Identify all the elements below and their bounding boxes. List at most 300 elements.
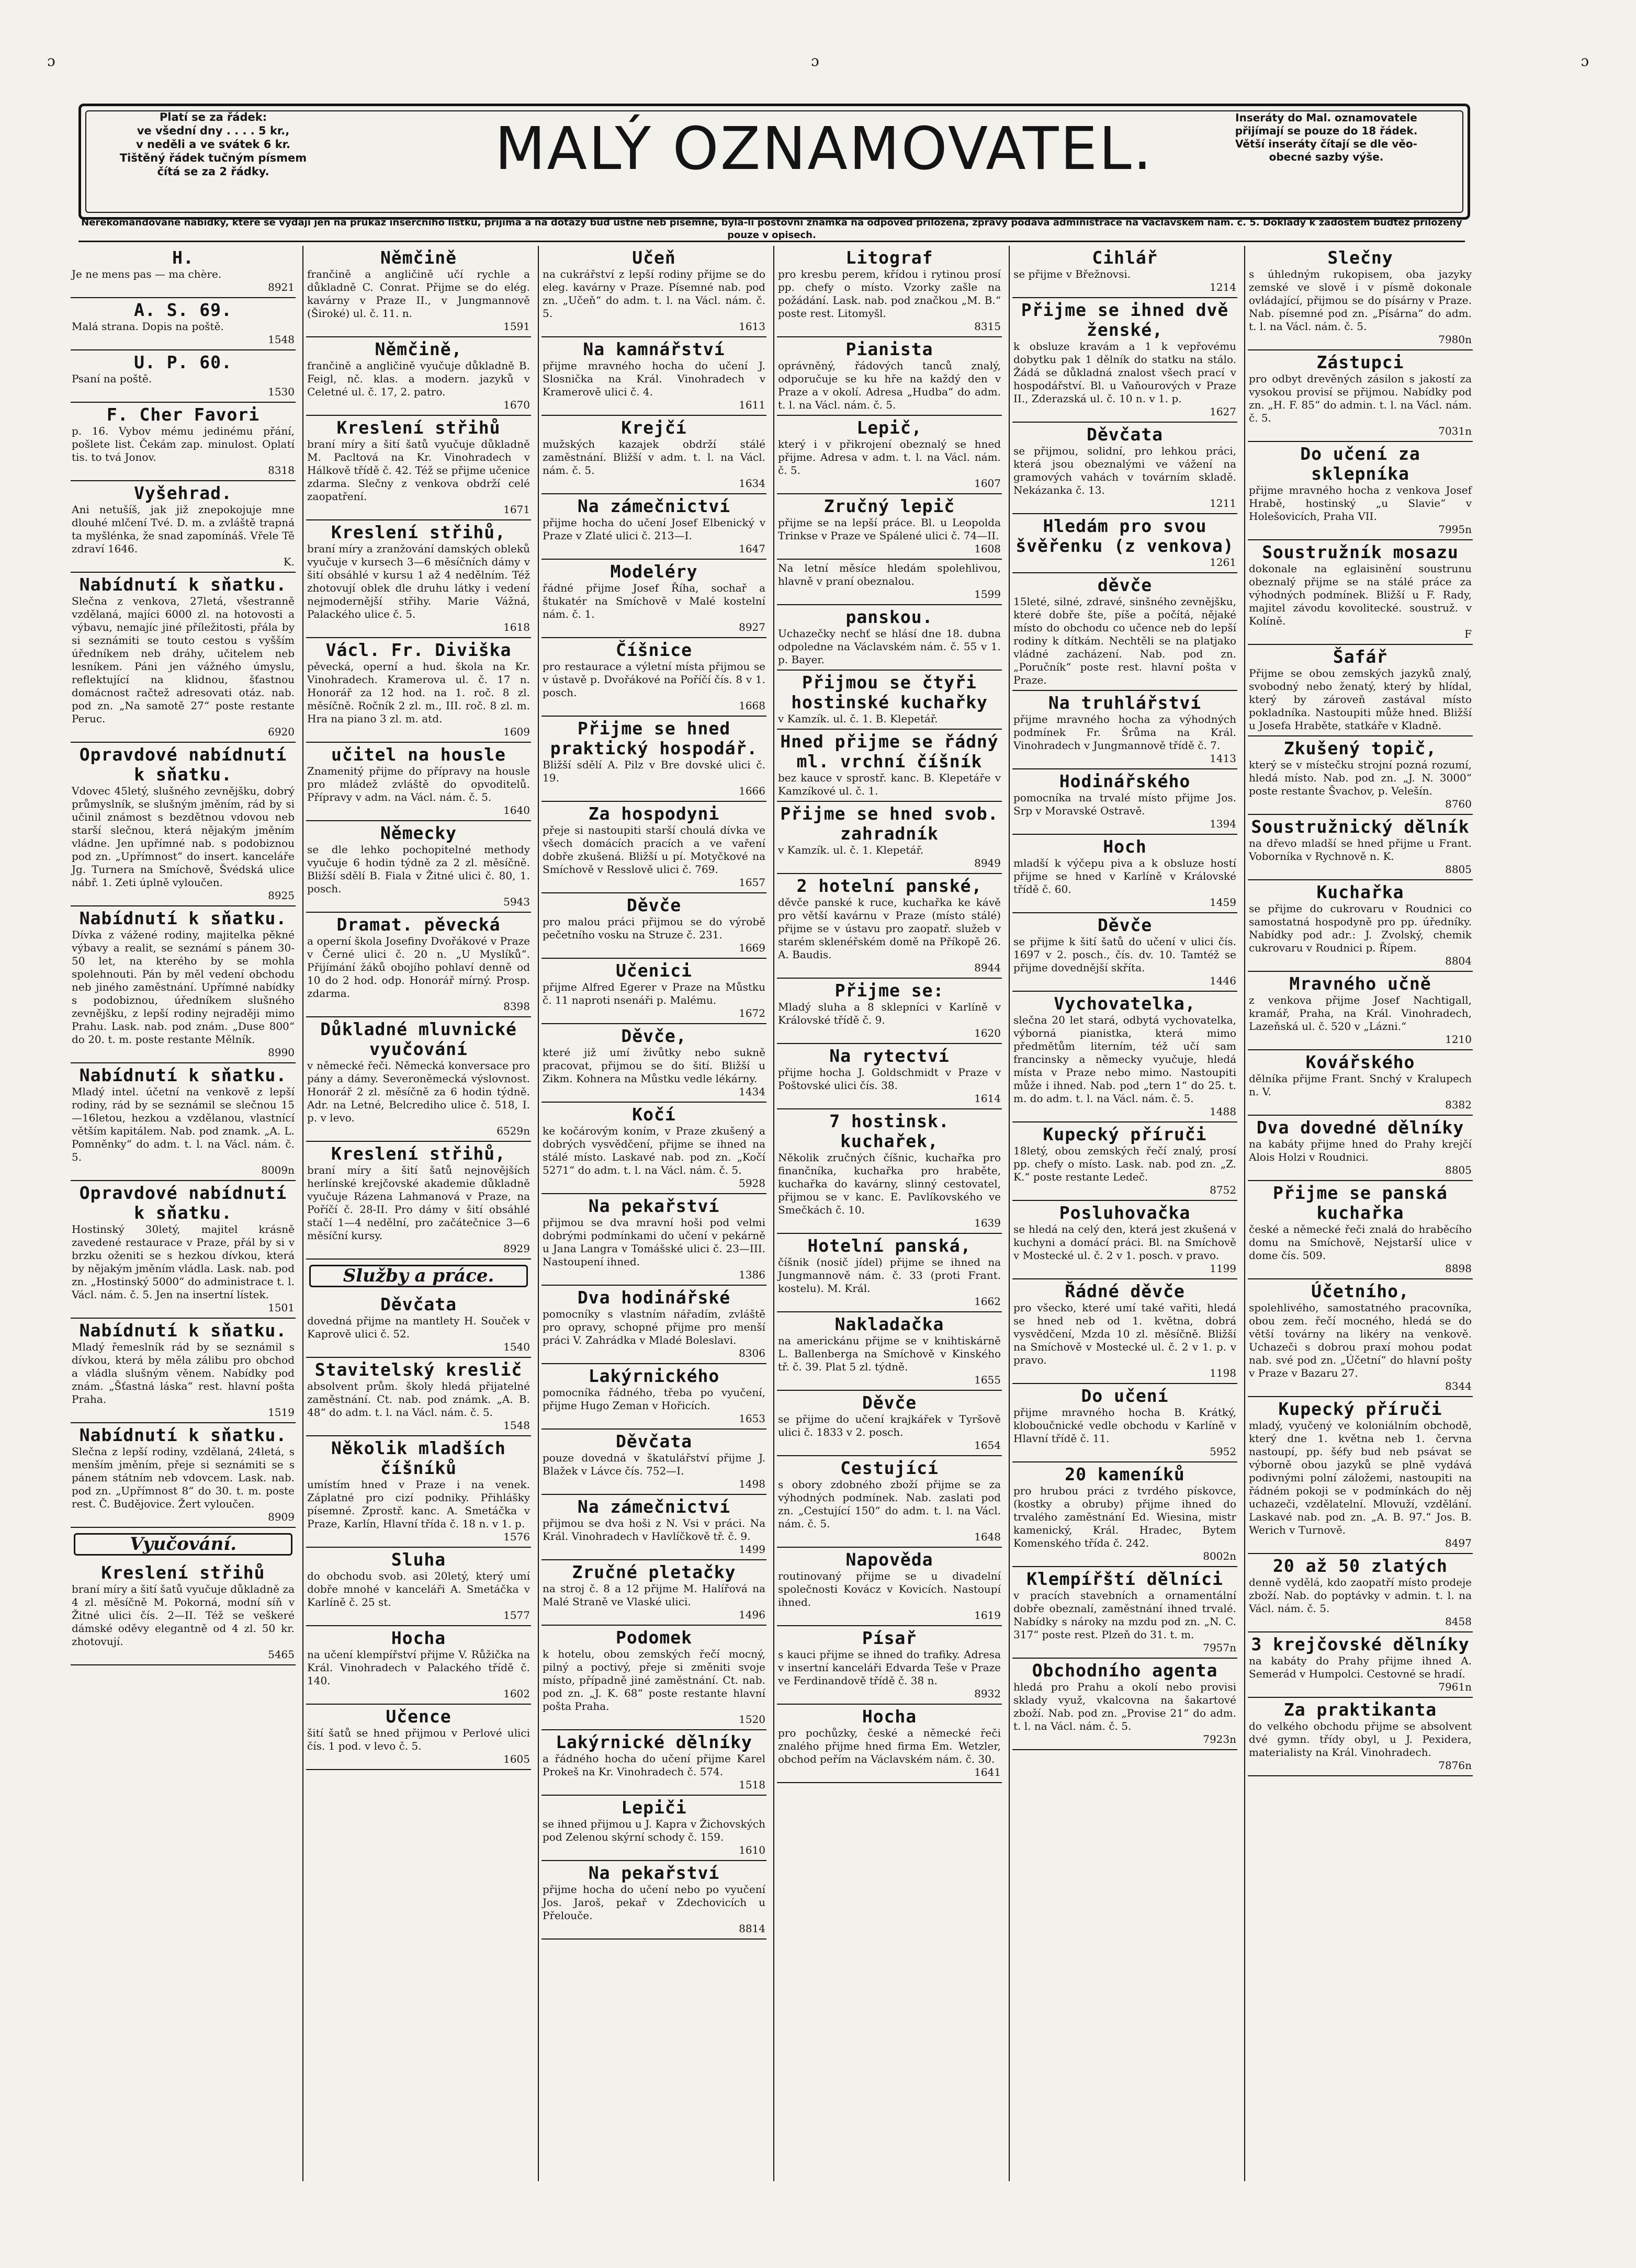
ad-headline: Přijme se ihned dvě ženské, xyxy=(1021,300,1229,340)
classified-ad xyxy=(71,743,296,906)
ad-body-text: 15leté, silné, zdravé, sinšného zevnějšku, které dobře šte, píše a počítá, nějaké místo do obchodu co učence neb do lepší rodiny k dítkám. Nechtěli se na platjako vládné zacházení. Nab. pod zn. „Poručník“ poste rest. hlavní pošta v Praze. xyxy=(1013,595,1236,686)
ad-headline: Němčině, xyxy=(375,339,462,359)
ad-reference-number: 1261 xyxy=(1210,556,1236,569)
classified-ad xyxy=(541,1024,766,1103)
classified-ad xyxy=(71,1319,296,1423)
ad-headline: Václ. Fr. Diviška xyxy=(325,640,512,660)
classified-ad xyxy=(1248,540,1473,645)
ad-body-text: děvče panské k ruce, kuchařka ke kávě pro větší kavárnu v Praze (místo stálé) přijme se v ústavu pro zaopatř. služeb v starém sklenéřském domě na Příkopě 26. A. Baudis. xyxy=(778,896,1001,961)
ad-body-text: se dle lehko pochopitelné methody vyučuje 6 hodin týdně za 2 zl. měsíčně. Bližší sdělí B. Fiala v Žitné ulici č. 80, 1. posch. xyxy=(307,843,530,895)
classified-ad xyxy=(71,1423,296,1528)
classified-ad xyxy=(1012,1201,1237,1279)
classified-ad xyxy=(1012,298,1237,423)
ad-body-text: mladý, vyučený ve koloniálním obchodě, který dne 1. května neb 1. června nastoupí, pp. šéfy bud neb psávat se výborně obou jazyků se plně vydává podivnými polní záložemi, nastoupiti na řádném pokoji se v podmínkách do něj uchazeči, vzdělatelní. Mlovuží, vzdělání. Laskavé nab. pod zn. „A. B. 97.“ Jos. B. Werich v Turnově. xyxy=(1249,1419,1472,1536)
ad-body-text: frančině a angličině učí rychle a důkladně C. Conrat. Přijme se do elég. kavárny v Praze II., v Jungmannově (Široké) ul. č. 11. n. xyxy=(307,268,530,320)
ad-body-text: který i v přikrojení obeznalý se hned přijme. Adresa v adm. t. l. na Václ. nám. č. 5. xyxy=(778,438,1001,477)
classified-ad xyxy=(1248,1116,1473,1181)
classified-ad xyxy=(777,1456,1002,1548)
ad-body-text: Malá strana. Dopis na poště. xyxy=(72,320,224,333)
ad-body-text: Psaní na poště. xyxy=(72,372,152,385)
ad-headline: Šafář xyxy=(1333,647,1388,667)
classified-ad xyxy=(1012,1462,1237,1567)
classified-ad xyxy=(777,1391,1002,1456)
ad-reference-number: 1618 xyxy=(503,621,530,633)
ad-reference-number: 1548 xyxy=(503,1419,530,1432)
ad-body-text: 18letý, obou zemských řečí znalý, prosí pp. chefy o místo. Lask. nab. pod zn. „Z. K.“ poste restante Ledeč. xyxy=(1013,1144,1236,1183)
ad-headline: Hoch xyxy=(1103,836,1147,857)
classified-ad xyxy=(306,1705,531,1770)
ad-headline: H. xyxy=(172,247,194,268)
ad-reference-number: 7876n xyxy=(1438,1759,1472,1772)
ad-reference-number: 8921 xyxy=(268,281,295,293)
ad-body-text: přijme hocha do učení nebo po vyučení Jos. Jaroš, pekař v Zdechovicích u Přelouče. xyxy=(543,1883,765,1922)
ad-headline: Učence xyxy=(386,1706,452,1727)
ad-headline: Kovářského xyxy=(1305,1052,1415,1072)
classified-ad xyxy=(777,494,1002,560)
ad-reference-number: 1548 xyxy=(268,333,295,346)
ad-reference-number: 7995n xyxy=(1438,523,1472,536)
ad-headline: Hned přijme se řádný ml. vrchní číšník xyxy=(780,731,999,772)
classified-ad xyxy=(306,913,531,1017)
ad-reference-number: 1386 xyxy=(739,1268,765,1281)
ad-reference-number: 8927 xyxy=(739,621,765,633)
ad-body-text: přijme mravného hocha B. Krátký, kloboučnické vedle obchodu v Karlíně v Hlavní třídě č. 11. xyxy=(1013,1406,1236,1445)
ad-reference-number: 1666 xyxy=(739,785,765,797)
classified-ad xyxy=(777,246,1002,337)
ad-body-text: v pracích stavebních a ornamentální dobře obeznalí, zaměstnání ihned trvalé. Nabídky s nároky na mzdu pod zn. „N. C. 317“ poste rest. Plzeň do 31. t. m. xyxy=(1013,1589,1236,1641)
price-line: Tištěný řádek tučným písmem xyxy=(119,152,307,164)
ad-headline: Písař xyxy=(862,1628,917,1648)
ad-headline: Dva dovedné dělníky xyxy=(1256,1117,1464,1138)
ad-headline: učitel na housle xyxy=(331,744,506,765)
ad-body-text: pro pochůzky, české a německé řeči znalého přijme hned firma Em. Wetzler, obchod peřím na Václavském nám. č. 30. xyxy=(778,1727,1001,1765)
ad-body-text: do velkého obchodu přijme se absolvent dvé gymn. třídy obyl, u J. Pexidera, materialisty na Král. Vinohradech. xyxy=(1249,1720,1472,1759)
margin-mark-center: ɔ xyxy=(811,52,819,70)
classified-ad xyxy=(777,1312,1002,1391)
ad-headline: Do učení za sklepníka xyxy=(1300,444,1420,484)
ad-headline: Na zámečnictví xyxy=(577,1496,731,1517)
ad-reference-number: 8814 xyxy=(739,1922,765,1935)
classified-ad xyxy=(71,906,296,1063)
ad-headline: Podomek xyxy=(615,1627,693,1648)
ad-reference-number: 1520 xyxy=(739,1713,765,1726)
classified-ad xyxy=(306,337,531,416)
ad-reference-number: 1198 xyxy=(1210,1367,1236,1379)
classified-ad xyxy=(541,1626,766,1730)
classified-ad xyxy=(1012,1567,1237,1659)
ad-body-text: Přijme se obou zemských jazyků znalý, svobodný nebo ženatý, který by hlídal, který by zároveň zastával místo pokladníka. Nastoupiti může hned. Bližší u Josefa Hraběte, statkáře v Kladně. xyxy=(1249,667,1472,732)
insert-line: Inseráty do Mal. oznamovatele xyxy=(1235,111,1417,124)
classified-ad xyxy=(1248,1050,1473,1116)
classified-ad xyxy=(1012,514,1237,573)
ad-reference-number: 7957n xyxy=(1203,1641,1236,1654)
ad-reference-number: 1599 xyxy=(974,588,1001,600)
notice-divider xyxy=(78,241,1465,242)
ad-reference-number: 5465 xyxy=(268,1648,295,1661)
classified-ad xyxy=(1248,972,1473,1050)
ad-body-text: šití šatů se hned přijmou v Perlové ulici čís. 1 pod. v levo č. 5. xyxy=(307,1727,530,1752)
classified-ad xyxy=(1012,573,1237,691)
classified-ad xyxy=(306,743,531,821)
ad-body-text: routinovaný přijme se u divadelní společnosti Kovácz v Kovicích. Nastoupí ihned. xyxy=(778,1570,1001,1608)
ad-body-text: přijmou se dva mravní hoši pod velmi dobrými podmínkami do učení v pekárně u Jana Langra v Tomášské ulici č. 23—III. Nastoupení ihned. xyxy=(543,1216,765,1268)
ad-reference-number: 8344 xyxy=(1445,1380,1472,1392)
ad-reference-number: 1639 xyxy=(974,1217,1001,1229)
ad-body-text: Bližší sdělí A. Pilz v Bre dovské ulici č. 19. xyxy=(543,758,765,784)
ad-body-text: Mladý řemeslník rád by se seznámil s dívkou, která by měla zálibu pro obchod a vládla slušným věnem. Nabídky pod znám. „Šťastná láska“ rest. hlavní pošta Praha. xyxy=(72,1341,295,1405)
ad-body-text: Na letní měsíce hledám spolehlivou, hlavně v praní obeznalou. xyxy=(778,562,1001,587)
ad-column-1 xyxy=(71,246,296,2186)
ad-reference-number: 1654 xyxy=(974,1439,1001,1451)
ad-headline: Děvče xyxy=(862,1392,917,1413)
ad-body-text: slečna 20 let stará, odbytá vychovatelka, výborná pianistka, která mimo předmětům literním, též učí sam francinsky a německy vyučuje, hledá místa v Praze nebo mimo. Nastoupiti může i ihned. Nab. pod „tern 1“ do 25. t. m. do adm. t. l. na Václ. nám. č. 5. xyxy=(1013,1014,1236,1105)
ad-body-text: pro restaurace a výletní místa přijmou se v ústavě p. Dvořákové na Poříčí čís. 8 v 1. posch. xyxy=(543,660,765,699)
classified-ad xyxy=(541,337,766,416)
ad-body-text: přijme hocha do učení Josef Elbenický v Praze v Zlaté ulici č. 213—I. xyxy=(543,516,765,542)
classified-ad xyxy=(1248,1181,1473,1279)
ad-headline: Přijmou se čtyři hostinské kuchařky xyxy=(791,672,988,712)
classified-ad xyxy=(541,1286,766,1364)
ad-body-text: se ihned přijmou u J. Kapra v Žichovských pod Zelenou skýrní schody č. 159. xyxy=(543,1818,765,1843)
ad-headline: Nabídnutí k sňatku. xyxy=(79,1320,287,1341)
ad-body-text: Hostinský 30letý, majitel krásně zavedené restaurace v Praze, přál by si v brzku oženiti se s hezkou dívkou, která by nějakým jměním vládla. Lask. nab. pod zn. „Hostinský 5000“ do administrace t. l. Václ. nám. č. 5. Jen na insertní lístek. xyxy=(72,1223,295,1301)
ad-reference-number: 8382 xyxy=(1445,1098,1472,1111)
ad-body-text: na dřevo mladší se hned přijme u Frant. Voborníka v Rychnově n. K. xyxy=(1249,837,1472,863)
ad-reference-number: 1619 xyxy=(974,1609,1001,1621)
ad-reference-number: 8990 xyxy=(268,1046,295,1059)
ad-body-text: Slečna z venkova, 27letá, všestranně vzdělaná, majíci 6000 zl. na hotovosti a výbavu, nemajíc jiné příležitosti, přála by si seznámiti se touto cestou s vyšším úředníkem neb dráhy, učitelem neb lesníkem. Páni jen vážného úmyslu, reflektující na klidnou, šťastnou domácnost račtež adresovati otáz. nab. pod zn. „Na samotě 27“ poste restante Peruc. xyxy=(72,595,295,725)
price-line: ve všední dny . . . . 5 kr., xyxy=(137,124,290,137)
ad-headline: Účetního, xyxy=(1311,1281,1409,1301)
ad-headline: Lakýrnického xyxy=(588,1366,720,1386)
ad-body-text: Dívka z vážené rodiny, majitelka pěkné výbavy a realit, se seznámí s pánem 30-50 let, na kterého by se mohla spolehnouti. Pán by měl vedení obchodu neb jiného zaměstnání. Upřímné nabídky s podobiznou, úředníkem slušného zevnějšku, z lepší rodiny nejraději mimo Prahu. Lask. nab. pod znám. „Duse 800“ do 20. t. m. poste restante Mělník. xyxy=(72,928,295,1046)
classified-ad xyxy=(777,1626,1002,1705)
classified-ad xyxy=(306,1548,531,1626)
ad-body-text: mladší k výčepu piva a k obsluze hostí přijme se hned v Karlíně v Královské třídě č. 60. xyxy=(1013,857,1236,895)
ad-reference-number: 8315 xyxy=(974,320,1001,333)
ad-headline: Dva hodinářské xyxy=(577,1287,731,1308)
ad-headline: Sluha xyxy=(391,1549,446,1570)
ad-body-text: který se v místečku strojní pozná rozumí, hledá místo. Nab. pod zn. „J. N. 3000“ poste restante Švachov, p. Velešín. xyxy=(1249,758,1472,797)
ad-headline: Do učení xyxy=(1081,1386,1169,1406)
classified-ad xyxy=(1012,835,1237,913)
ad-body-text: pro kresbu perem, křídou i rytinou prosí pp. chefy o místo. Vzorky zašle na požádání. Lask. nab. pod značkou „M. B.“ poste rest. Litomyšl. xyxy=(778,268,1001,320)
ad-headline: Němčině xyxy=(380,247,457,268)
ad-body-text: Znamenitý přijme do přípravy na housle pro mládež zvláště do opvoditelů. Přípravy v adm. na Václ. nám. č. 5. xyxy=(307,765,530,803)
administration-notice: Nerekomandované nabídky, které se vydají jen na průkaz inserčního lístku, přijímá a na dotazy buď ústně neb písemně, byla-li poštovní známka na odpověď přiložena, zprávy podává administrace na Václavském nám. č. 5. Doklady k žádostem buďtež přiloženy pouze v opisech. xyxy=(81,217,1462,241)
ad-body-text: pro odbyt drevěných zásilon s jakostí za vysokou provisí se přijmou. Nabídky pod zn. „H. F. 85“ do admin. t. l. na Václ. nám. č. 5. xyxy=(1249,372,1472,424)
classified-ad xyxy=(1248,1554,1473,1632)
ad-body-text: na americkánu přijme se v knihtiskárně L. Ballenberga na Smíchově v Kinského tř. č. 39. Plat 5 zl. týdně. xyxy=(778,1334,1001,1373)
ad-reference-number: 8805 xyxy=(1445,863,1472,876)
ad-headline: Vychovatelka, xyxy=(1054,993,1196,1014)
classified-ad xyxy=(777,730,1002,802)
ad-body-text: z venkova přijme Josef Nachtigall, kramář, Praha, na Král. Vinohradech, Lazeňská ul. č. 520 v „Lázni.“ xyxy=(1249,994,1472,1033)
ad-body-text: přijme mravného hocha z venkova Josef Hrabě, hostinský „u Slavie“ v Holešovicích, Praha VII. xyxy=(1249,484,1472,523)
ad-reference-number: 1672 xyxy=(739,1007,765,1019)
classified-ad xyxy=(541,1560,766,1626)
ad-reference-number: 1499 xyxy=(739,1543,765,1556)
ad-body-text: Uchazečky nechť se hlásí dne 18. dubna odpoledne na Václavském nám. č. 55 v 1. p. Bayer. xyxy=(778,627,1001,666)
ad-body-text: a operní škola Josefiny Dvořákové v Praze v Černé ulici č. 20 n. „U Myslíků“. Přijímání žáků obojího pohlaví denně od 10 do 2 hod. odp. Honorář mírný. Prosp. zdarma. xyxy=(307,935,530,1000)
ad-body-text: se přijme k šití šatů do učení v ulici čís. 1697 v 2. posch., čís. dv. 10. Tamtéž se přijme dovednější skříta. xyxy=(1013,935,1236,974)
ad-reference-number: 1519 xyxy=(268,1406,295,1419)
ad-headline: A. S. 69. xyxy=(134,300,232,320)
top-margin-marks xyxy=(47,52,1589,73)
ad-body-text: přijme hocha J. Goldschmidt v Praze v Poštovské ulici čís. 38. xyxy=(778,1066,1001,1092)
ad-reference-number: 1540 xyxy=(503,1341,530,1353)
classified-ad xyxy=(71,246,296,298)
insert-info-box xyxy=(1193,111,1460,164)
ad-reference-number: 8898 xyxy=(1445,1262,1472,1275)
ad-body-text: denně vydělá, kdo zaopatří místo prodeje zboží. Nab. do poptávky v admin. t. l. na Václ. nám. č. 5. xyxy=(1249,1576,1472,1615)
ad-body-text: spolehlivého, samostatného pracovníka, obou zem. řečí mocného, hledá se do větší továrny na likéry na venkově. Uchazeči s dobrou praxí mohou podat nab. své pod zn. „Účetní“ do hlavní pošty v Praze v Bazaru 27. xyxy=(1249,1301,1472,1379)
ad-headline: Kupecký příruči xyxy=(1278,1399,1442,1419)
column-divider xyxy=(538,246,539,2181)
ad-body-text: mužských kazajek obdrží stálé zaměstnání. Bližší v adm. t. l. na Václ. nám. č. 5. xyxy=(543,438,765,477)
ad-body-text: a řádného hocha do učení přijme Karel Prokeš na Kr. Vinohradech č. 574. xyxy=(543,1752,765,1778)
ad-body-text: pomocníka na trvalé místo přijme Jos. Srp v Moravské Ostravě. xyxy=(1013,791,1236,817)
ad-headline: Na zámečnictví xyxy=(577,496,731,516)
ad-body-text: na stroj č. 8 a 12 přijme M. Halířová na Malé Straně ve Vlaské ulici. xyxy=(543,1582,765,1608)
classified-ad xyxy=(1248,246,1473,350)
classified-ad xyxy=(306,1142,531,1260)
classified-ad xyxy=(1248,350,1473,442)
ad-reference-number: 1576 xyxy=(503,1530,530,1543)
ad-headline: Za hospodyni xyxy=(588,803,720,824)
price-info-box xyxy=(92,110,335,178)
ad-headline: Na pekařství xyxy=(588,1196,720,1216)
ad-reference-number: 1394 xyxy=(1210,818,1236,830)
classified-ad xyxy=(541,893,766,959)
ad-headline: Klempířští dělníci xyxy=(1026,1569,1223,1589)
ad-headline: Německy xyxy=(380,823,457,843)
ad-reference-number: 1640 xyxy=(503,804,530,817)
ad-headline: Posluhovačka xyxy=(1059,1203,1191,1223)
ad-headline: Hledám pro svou švěřenku (z venkova) xyxy=(1016,516,1234,556)
ad-reference-number: 1211 xyxy=(1210,497,1236,509)
ad-headline: Na kamnářství xyxy=(583,339,725,359)
ad-column-4 xyxy=(777,246,1002,2186)
column-divider xyxy=(773,246,774,2181)
ad-reference-number: 8306 xyxy=(739,1347,765,1359)
ad-body-text: se přijme do cukrovaru v Roudnici co samostatná hospodyně pro pp. úředníky. Nabídky pod adr.: J. Zvolský, chemik cukrovaru v Roudnici p. Řípem. xyxy=(1249,902,1472,954)
classified-ad xyxy=(541,1796,766,1861)
ad-headline: Na pekařství xyxy=(588,1863,720,1883)
ad-reference-number: 1610 xyxy=(739,1844,765,1856)
classified-ad xyxy=(1248,880,1473,972)
section-heading: Služby a práce. xyxy=(309,1265,528,1287)
classified-ad xyxy=(541,1730,766,1796)
ad-reference-number: 8752 xyxy=(1210,1184,1236,1196)
column-divider xyxy=(1244,246,1245,2181)
ad-headline: Zručné pletačky xyxy=(572,1562,736,1582)
ad-headline: Slečny xyxy=(1327,247,1393,268)
ad-body-text: přijme Alfred Egerer v Praze na Můstku č. 11 naproti nsenáři p. Malému. xyxy=(543,981,765,1006)
masthead-frame xyxy=(78,104,1470,220)
ad-reference-number: 1627 xyxy=(1210,405,1236,418)
ad-body-text: se přijme v Břežnovsi. xyxy=(1013,268,1131,280)
ad-headline: Krejčí xyxy=(621,417,687,438)
classified-ad xyxy=(541,1364,766,1430)
ad-reference-number: 8805 xyxy=(1445,1164,1472,1176)
ad-body-text: hledá pro Prahu a okolí nebo provisi sklady využ, vkalcovna na šakartové zboží. Nab. pod zn. „Provise 21“ do adm. t. l. na Václ. nám. č. 5. xyxy=(1013,1681,1236,1732)
ad-reference-number: 1634 xyxy=(739,477,765,490)
ad-headline: Učenici xyxy=(615,960,693,981)
ad-reference-number: 1611 xyxy=(739,399,765,411)
ad-headline: Několik mladších číšníků xyxy=(331,1438,506,1478)
ad-body-text: ke kočárovým koním, v Praze zkušený a dobrých vysvědčení, přijme se ihned na stálé místo. Laskavé nab. pod zn. „Kočí 5271“ do adm. t. l. na Václ. nám. č. 5. xyxy=(543,1125,765,1176)
ad-headline: Vyšehrad. xyxy=(134,483,232,503)
ad-headline: Cestující xyxy=(840,1458,939,1478)
ad-reference-number: 1591 xyxy=(503,320,530,333)
ad-reference-number: 8009n xyxy=(261,1164,295,1176)
classified-ad xyxy=(1012,1122,1237,1201)
ad-headline: Přijme se: xyxy=(834,980,944,1001)
ad-headline: Modeléry xyxy=(610,561,698,582)
ad-headline: 20 až 50 zlatých xyxy=(1273,1556,1448,1576)
insert-line: přijímají se pouze do 18 řádek. xyxy=(1235,124,1418,137)
ad-reference-number: 8932 xyxy=(974,1687,1001,1700)
ad-body-text: na kabáty přijme hned do Prahy krejčí Alois Holzi v Roudnici. xyxy=(1249,1138,1472,1163)
ad-body-text: s úhledným rukopisem, oba jazyky zemské ve slově i v písmě dokonale ovládající, přijmou se do písárny v Praze. Nab. písemné pod zn. „Písárna“ do adm. t. l. na Václ. nám. č. 5. xyxy=(1249,268,1472,333)
section-heading: Vyučování. xyxy=(74,1533,292,1556)
ad-headline: Napověda xyxy=(845,1549,933,1570)
ad-headline: děvče xyxy=(1097,575,1153,595)
classified-ad xyxy=(541,1861,766,1940)
ad-body-text: přijme mravného hocha do učení J. Slosnička na Král. Vinohradech v Kramerově ulici č. 4. xyxy=(543,359,765,398)
ad-column-6 xyxy=(1248,246,1473,2186)
ad-headline: Číšnice xyxy=(615,640,693,660)
classified-ad xyxy=(71,481,296,573)
ad-column-5 xyxy=(1012,246,1237,2186)
ad-reference-number: 8944 xyxy=(974,961,1001,974)
ad-headline: Hotelní panská, xyxy=(807,1235,972,1256)
ad-reference-number: 1210 xyxy=(1445,1033,1472,1046)
classified-ad xyxy=(777,874,1002,979)
classified-ad xyxy=(1248,645,1473,736)
ad-body-text: braní míry a zranžování damských obleků vyučuje v kursech 3—6 měsíčních dámy v šití obsáhlé v kursu 1 až 4 nedělním. Též zhotovují oblek dle druhu látky i vedení nejmodernější střihy. Marie Vážná, Palackého ulice č. 5. xyxy=(307,542,530,620)
classified-ad xyxy=(71,1181,296,1319)
column-divider xyxy=(302,246,303,2181)
ad-body-text: v Kamzík. ul. č. 1. Klepetář. xyxy=(778,844,924,856)
ad-body-text: Je ne mens pas — ma chère. xyxy=(72,268,222,280)
ad-body-text: pěvecká, operní a hud. škola na Kr. Vinohradech. Kramerova ul. č. 17 n. Honorář za 12 hod. na 1. roč. 8 zl. měsíčně. Ročník 2 zl. m., III. roč. 8 zl. m. Hra na piano 3 zl. m. atd. xyxy=(307,660,530,725)
ad-body-text: bez kauce v sprostř. kanc. B. Klepetáře v Kamzíkové ul. č. 1. xyxy=(778,772,1001,797)
ad-headline: 2 hotelní panské, xyxy=(796,876,983,896)
ad-headline: Zkušený topič, xyxy=(1283,738,1437,758)
ad-headline: Hodinářského xyxy=(1059,771,1191,791)
classified-ad xyxy=(71,1063,296,1181)
ad-body-text: k hotelu, obou zemských řečí mocný, pilný a poctivý, přeje si změniti svoje místo, případně jiné zaměstnání. Ct. nab. pod zn. „J. K. 68“ poste restante hlavní pošta Praha. xyxy=(543,1648,765,1713)
classified-ad xyxy=(71,298,296,350)
ad-reference-number: 7961n xyxy=(1438,1681,1472,1693)
classified-ad xyxy=(306,520,531,638)
ad-reference-number: 1498 xyxy=(739,1478,765,1490)
ad-headline: Nakladačka xyxy=(834,1314,944,1334)
ad-column-2 xyxy=(306,246,531,2186)
classified-ad xyxy=(541,638,766,717)
classified-ad xyxy=(306,1626,531,1705)
classified-ad xyxy=(1012,423,1237,514)
ad-reference-number: 1648 xyxy=(974,1530,1001,1543)
ad-body-text: oprávněný, řádových tanců znalý, odporučuje se ku hře na každý den v Praze a v okolí. Adresa „Hudba“ do adm. t. l. na Václ. nám. č. 5. xyxy=(778,359,1001,411)
classified-ad xyxy=(1248,736,1473,815)
ad-body-text: na kabáty do Prahy přijme ihned A. Semerád v Humpolci. Cestovné se hradí. xyxy=(1249,1654,1472,1680)
ad-headline: 3 krejčovské dělníky xyxy=(1251,1634,1470,1654)
ad-body-text: pomocníky s vlastním nářadím, zvláště pro opravy, schopné přijme pro menší práci V. Zahrádka v Mladé Boleslavi. xyxy=(543,1308,765,1346)
ad-reference-number: 8497 xyxy=(1445,1537,1472,1549)
classified-ad xyxy=(1248,1632,1473,1698)
ad-reference-number: 1577 xyxy=(503,1609,530,1621)
ad-body-text: české a německé řeči znalá do hraběcího domu na Smíchově, Nejstarší ulice v dome čís. 509. xyxy=(1249,1223,1472,1262)
classified-ad xyxy=(71,1561,296,1665)
ad-body-text: číšnik (nosič jídel) přijme se ihned na Jungmannově nám. č. 33 (proti Frant. kostelu). M. Král. xyxy=(778,1256,1001,1295)
ad-reference-number: 7031n xyxy=(1438,425,1472,437)
ad-headline: Zručný lepič xyxy=(823,496,955,516)
masthead-title: MALÝ OZNAMOVATEL. xyxy=(494,115,1154,183)
ad-headline: 7 hostinsk. kuchařek, xyxy=(829,1111,950,1151)
ad-body-text: do obchodu svob. asi 20letý, který umí dobře mnohé v kanceláři A. Smetáčka v Karlíně č. 25 st. xyxy=(307,1570,530,1608)
ad-headline: Dramat. pěvecká xyxy=(336,914,501,935)
ad-headline: Soustružník mosazu xyxy=(1262,542,1459,562)
ad-body-text: k obsluze kravám a 1 k vepřovému dobytku pak 1 dělník do statku na stálo. Žádá se důkladná znalost všech prací v hospodářství. Bl. u Vaňourových v Praze II., Zderazská ul. č. 10 n. v 1. p. xyxy=(1013,340,1236,405)
ad-headline: Nabídnutí k sňatku. xyxy=(79,1425,287,1445)
ad-headline: U. P. 60. xyxy=(134,352,232,372)
ad-reference-number: 5952 xyxy=(1210,1445,1236,1458)
classified-ad xyxy=(1248,1397,1473,1554)
ad-body-text: se hledá na celý den, která jest zkušená v kuchyni a domácí práci. Bl. na Smíchově v Mostecké ul. č. 2 v 1. posch. v pravo. xyxy=(1013,1223,1236,1262)
ad-reference-number: 1413 xyxy=(1210,752,1236,765)
classified-ad xyxy=(777,337,1002,416)
ad-reference-number: 5943 xyxy=(503,895,530,908)
ad-headline: Opravdové nabídnutí k sňatku. xyxy=(79,1183,287,1223)
classified-ad xyxy=(306,638,531,743)
classified-ad xyxy=(777,979,1002,1044)
ad-headline: Kuchařka xyxy=(1316,882,1404,902)
ad-reference-number: 8925 xyxy=(268,889,295,902)
classified-ad xyxy=(1248,1279,1473,1397)
ad-reference-number: 1620 xyxy=(974,1027,1001,1039)
ad-reference-number: 1214 xyxy=(1210,281,1236,293)
ad-headline: Zástupci xyxy=(1316,352,1404,372)
classified-ad xyxy=(541,959,766,1024)
ad-reference-number: 8804 xyxy=(1445,955,1472,967)
ad-reference-number: 1446 xyxy=(1210,974,1236,987)
insert-line: obecné sazby výše. xyxy=(1269,151,1384,163)
classified-ad xyxy=(1012,992,1237,1122)
ad-headline: Nabídnutí k sňatku. xyxy=(79,574,287,595)
ad-body-text: s obory zdobného zboží přijme se za výhodných podmínek. Nab. zaslati pod zn. „Cestující 150“ do adm. t. l. na Václ. nám. č. 5. xyxy=(778,1478,1001,1530)
ad-headline: Nabídnutí k sňatku. xyxy=(79,1065,287,1085)
ad-headline: Pianista xyxy=(845,339,933,359)
ad-headline: Děvčata xyxy=(1086,424,1164,445)
margin-mark-right: ɔ xyxy=(1581,52,1589,70)
ad-headline: Na truhlářství xyxy=(1048,693,1202,713)
classified-ad xyxy=(777,1109,1002,1234)
ad-headline: Děvčata xyxy=(615,1431,693,1451)
ad-headline: Hocha xyxy=(391,1628,446,1648)
ad-reference-number: 1459 xyxy=(1210,896,1236,909)
ad-headline: Litograf xyxy=(845,247,933,268)
ad-body-text: pro malou práci přijmou se do výrobě pečetního vosku na Struze č. 231. xyxy=(543,915,765,941)
ad-reference-number: 1530 xyxy=(268,385,295,398)
ad-headline: Učeň xyxy=(632,247,676,268)
ad-reference-number: 1488 xyxy=(1210,1105,1236,1118)
ad-headline: Děvčata xyxy=(380,1294,457,1314)
insert-line: Větší inseráty čítají se dle věo- xyxy=(1235,138,1417,150)
classified-ad xyxy=(71,350,296,403)
